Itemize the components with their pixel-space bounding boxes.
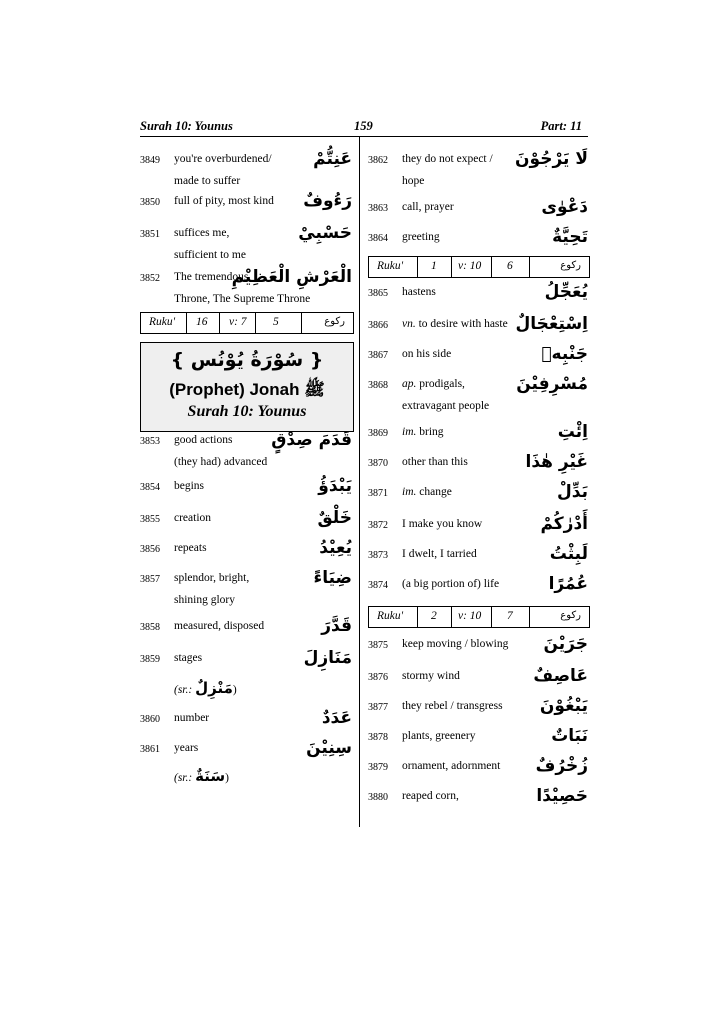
- header-part: Part: 11: [540, 119, 582, 133]
- entry-gloss: [402, 231, 440, 243]
- entry-gloss: [174, 620, 264, 632]
- column-divider: [359, 137, 360, 827]
- entry-arabic: سِنِيْنَ: [306, 738, 352, 758]
- entry-gloss: [402, 700, 503, 712]
- entry-arabic: حَسْبِيْ: [298, 223, 352, 243]
- gloss-text: I dwelt, I tarried: [402, 548, 477, 560]
- entry-number: 3855: [140, 514, 160, 525]
- ruku-label: Ruku': [377, 260, 404, 272]
- ruku-box-right-1: [368, 256, 590, 278]
- entry-number: 3853: [140, 436, 160, 447]
- entry-gloss: [174, 572, 249, 584]
- entry-gloss-continued: sufficient to me: [174, 249, 246, 261]
- entry-gloss-continued: hope: [402, 175, 425, 187]
- grammar-tag: ap.: [402, 378, 417, 390]
- gloss-text: hastens: [402, 286, 436, 298]
- header-page-number: 159: [354, 119, 373, 133]
- entry-number: 3854: [140, 482, 160, 493]
- entry-arabic: قَدَمَ صِدْقٍ: [271, 430, 352, 450]
- entry-arabic: الْعَرْشِ الْعَظِيْمِ: [231, 267, 352, 287]
- grammar-tag: im.: [402, 426, 417, 438]
- ruku-arabic: رکوع: [560, 610, 581, 621]
- entry-arabic: يُعَجِّلُ: [544, 282, 588, 302]
- gloss-text: ornament, adornment: [402, 760, 501, 772]
- gloss-text: change: [416, 486, 452, 498]
- entry-gloss: [174, 712, 209, 724]
- entry-number: 3871: [368, 488, 388, 499]
- entry-gloss: [174, 542, 207, 554]
- ruku-label: Ruku': [149, 316, 176, 328]
- entry-arabic: غَيْرِ هٰذَا: [525, 452, 588, 472]
- entry-number: 3860: [140, 714, 160, 725]
- entry-number: 3879: [368, 762, 388, 773]
- gloss-text: good actions: [174, 434, 233, 446]
- entry-gloss: [402, 730, 475, 742]
- entry-arabic: رَءُوفٌ: [303, 191, 352, 211]
- entry-gloss: [174, 195, 274, 207]
- gloss-text: you're overburdened/: [174, 153, 272, 165]
- entry-arabic: عَاصِفٌ: [533, 666, 588, 686]
- entry-number: 3862: [368, 155, 388, 166]
- entry-number: 3877: [368, 702, 388, 713]
- ruku-total: 6: [507, 260, 513, 272]
- entry-gloss: [174, 480, 204, 492]
- gloss-text: they do not expect /: [402, 153, 493, 165]
- gloss-text: years: [174, 742, 199, 754]
- singular-note: [174, 679, 237, 697]
- entry-gloss: [174, 434, 232, 446]
- entry-gloss: [174, 512, 211, 524]
- singular-label: (sr.:: [174, 772, 193, 784]
- entry-gloss-continued: Throne, The Supreme Throne: [174, 293, 311, 305]
- entry-arabic: نَبَاتٌ: [551, 726, 588, 746]
- entry-number: 3869: [368, 428, 388, 439]
- entry-arabic: لَبِثْتُ: [549, 544, 588, 564]
- entry-number: 3880: [368, 792, 388, 803]
- entry-number: 3868: [368, 380, 388, 391]
- entry-arabic: دَعْوٰى: [541, 197, 588, 217]
- entry-arabic: عَنِتُّمْ: [313, 149, 352, 169]
- gloss-text: (a big portion of) life: [402, 578, 500, 590]
- ruku-number: 16: [196, 316, 208, 328]
- entry-gloss: [402, 486, 452, 498]
- gloss-text: they rebel / transgress: [402, 700, 503, 712]
- gloss-text: to desire with haste: [415, 318, 508, 330]
- entry-gloss-continued: made to suffer: [174, 175, 241, 187]
- entry-number: 3859: [140, 654, 160, 665]
- entry-gloss: [402, 426, 444, 438]
- entry-arabic: ضِيَاءً: [313, 568, 352, 588]
- entry-number: 3849: [140, 155, 160, 166]
- gloss-text: I make you know: [402, 518, 483, 530]
- gloss-text: prodigals,: [416, 378, 465, 390]
- surah-title-box: [140, 342, 354, 432]
- entry-arabic: قَدَّرَ: [321, 616, 352, 636]
- gloss-text: splendor, bright,: [174, 572, 250, 584]
- ruku-number: 1: [431, 260, 437, 272]
- entry-number: 3863: [368, 203, 388, 214]
- ruku-arabic: رکوع: [324, 316, 345, 327]
- entry-gloss: [402, 548, 477, 560]
- entry-gloss-continued: extravagant people: [402, 400, 490, 412]
- entry-arabic: يُعِيْدُ: [319, 538, 352, 558]
- gloss-text: keep moving / blowing: [402, 638, 509, 650]
- entry-gloss: [402, 790, 459, 802]
- entry-arabic: يَبْدَؤُ: [318, 476, 352, 496]
- entry-number: 3864: [368, 233, 388, 244]
- entry-number: 3870: [368, 458, 388, 469]
- gloss-text: reaped corn,: [402, 790, 459, 802]
- entry-number: 3872: [368, 520, 388, 531]
- entry-number: 3875: [368, 640, 388, 651]
- gloss-text: measured, disposed: [174, 620, 265, 632]
- entry-arabic: يَبْغُوْنَ: [539, 696, 588, 716]
- gloss-text: greeting: [402, 231, 440, 243]
- entry-arabic: خَلْقٌ: [317, 508, 352, 528]
- singular-arabic: مَنْزِلٌ: [195, 679, 233, 697]
- entry-gloss: [402, 153, 493, 165]
- header-surah: Surah 10: Younus: [140, 119, 233, 133]
- singular-note: [174, 767, 229, 785]
- entry-gloss: [174, 652, 202, 664]
- entry-arabic: جَرَيْنَ: [543, 634, 588, 654]
- grammar-tag: vn.: [402, 318, 416, 330]
- ruku-number: 2: [431, 610, 437, 622]
- entry-gloss: [402, 456, 468, 468]
- gloss-text: creation: [174, 512, 212, 524]
- singular-arabic: سَنَةٌ: [195, 767, 226, 785]
- gloss-text: stages: [174, 652, 203, 664]
- entry-number: 3865: [368, 288, 388, 299]
- entry-gloss: [174, 742, 198, 754]
- entry-gloss: [402, 286, 436, 298]
- entry-gloss-continued: shining glory: [174, 594, 236, 606]
- gloss-text: repeats: [174, 542, 207, 554]
- entry-arabic: زُخْرُفٌ: [535, 756, 588, 776]
- gloss-text: The tremendous: [174, 271, 249, 283]
- ruku-box-right-2: [368, 606, 590, 628]
- entry-gloss: [402, 318, 508, 330]
- gloss-text: other than this: [402, 456, 468, 468]
- gloss-text: plants, greenery: [402, 730, 476, 742]
- singular-close: ): [232, 684, 237, 696]
- entry-arabic: مَنَازِلَ: [303, 648, 352, 668]
- gloss-text: on his side: [402, 348, 452, 360]
- entry-gloss: [402, 348, 451, 360]
- entry-number: 3878: [368, 732, 388, 743]
- surah-arabic-title: { سُوْرَةُ يُوْنُس }: [170, 349, 324, 371]
- entry-arabic: أَدْرٰكُمْ: [540, 514, 588, 534]
- entry-arabic: مُسْرِفِيْنَ: [516, 374, 588, 394]
- gloss-text: full of pity, most kind: [174, 195, 274, 207]
- ruku-verses: v: 10: [458, 610, 482, 622]
- entry-arabic: اِئْتِ: [557, 422, 588, 442]
- entry-number: 3852: [140, 273, 160, 284]
- surah-english-title: (Prophet) Jonah ﷺ: [169, 380, 325, 399]
- entry-number: 3866: [368, 320, 388, 331]
- entry-gloss: [402, 578, 499, 590]
- ruku-box-left: [140, 312, 354, 334]
- entry-arabic: عُمُرًا: [548, 574, 588, 594]
- entry-number: 3876: [368, 672, 388, 683]
- entry-number: 3857: [140, 574, 160, 585]
- gloss-text: bring: [416, 426, 444, 438]
- singular-close: ): [225, 772, 229, 784]
- entry-gloss: [174, 153, 272, 165]
- gloss-text: stormy wind: [402, 670, 460, 682]
- entry-arabic: جَنْبِهٖ: [541, 344, 588, 364]
- entry-arabic: بَدِّلْ: [557, 482, 588, 502]
- entry-arabic: حَصِيْدًا: [536, 786, 588, 806]
- entry-gloss: [402, 201, 454, 213]
- surah-subtitle: Surah 10: Younus: [187, 403, 307, 420]
- entry-gloss: [402, 760, 500, 772]
- entry-arabic: تَحِيَّةٌ: [552, 227, 588, 247]
- entry-number: 3851: [140, 229, 160, 240]
- entry-number: 3858: [140, 622, 160, 633]
- gloss-text: number: [174, 712, 210, 724]
- entry-number: 3850: [140, 197, 160, 208]
- ruku-total: 5: [273, 316, 279, 328]
- ruku-total: 7: [507, 610, 513, 622]
- entry-gloss: [174, 227, 229, 239]
- grammar-tag: im.: [402, 486, 417, 498]
- entry-gloss: [402, 638, 508, 650]
- page-header: [140, 118, 588, 137]
- entry-number: 3874: [368, 580, 388, 591]
- ruku-verses: v: 10: [458, 260, 482, 272]
- singular-label: (sr.:: [174, 684, 193, 696]
- gloss-text: begins: [174, 480, 205, 492]
- entry-number: 3861: [140, 744, 160, 755]
- ruku-label: Ruku': [377, 610, 404, 622]
- ruku-verses: v: 7: [229, 316, 247, 328]
- entry-arabic: عَدَدٌ: [321, 708, 352, 728]
- entry-gloss: [402, 378, 465, 390]
- entry-number: 3867: [368, 350, 388, 361]
- gloss-text: suffices me,: [174, 227, 230, 239]
- entry-gloss-continued: (they had) advanced: [174, 456, 268, 468]
- gloss-text: call, prayer: [402, 201, 454, 213]
- entry-number: 3873: [368, 550, 388, 561]
- entry-gloss: [402, 518, 482, 530]
- entry-number: 3856: [140, 544, 160, 555]
- entry-arabic: اِسْتِعْجَالٌ: [515, 314, 588, 334]
- entry-arabic: لَا يَرْجُوْنَ: [515, 149, 588, 169]
- entry-gloss: [402, 670, 460, 682]
- ruku-arabic: رکوع: [560, 260, 581, 271]
